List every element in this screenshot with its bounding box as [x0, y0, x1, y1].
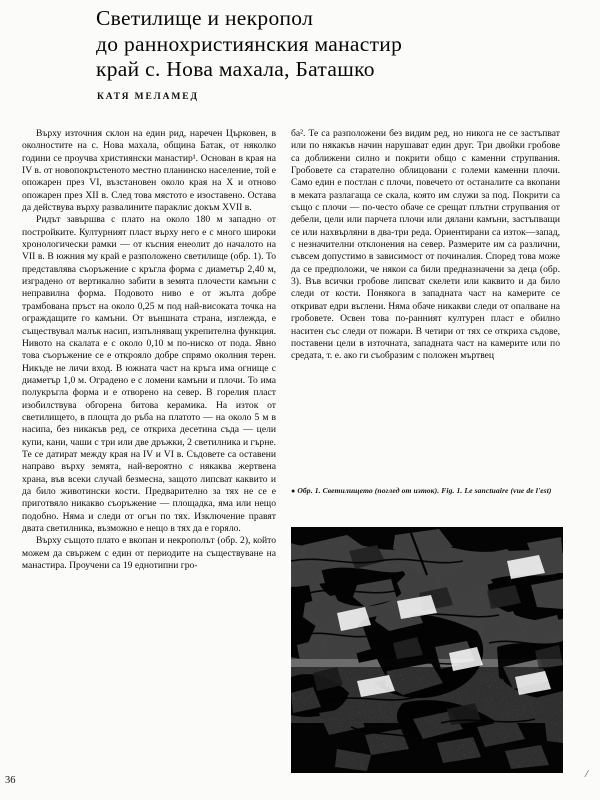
stone-structure-halftone [291, 527, 563, 773]
figure-caption-text: Обр. 1. Светилището (поглед от изток). Fig. 1. Le sanctuaire (vue de l'est) [297, 486, 552, 495]
page-number: 36 [5, 775, 16, 786]
bullet-icon: ● [291, 487, 296, 495]
title-line-1: Светилище и некропол [96, 6, 314, 30]
paragraph: Върху същото плато е вкопан и некрополът (обр. 2), който можем да свържем с един от периодите на съществуване на манастира. Проучени са 19 еднотипни гро- [22, 535, 276, 572]
paragraph: Ридът завършва с плато на около 180 м западно от постройките. Културният пласт върху него е с много широки хронологически рамки — от късния енеолит до началото на VII в. В южния му край е разположено светилище (обр. 1). То представлява съоръжение с кръгла форма с диаметър 2,40 м, изградено от вертикално забити в земята плочести камъни с неправилна форма. Подовото ниво е от жълта добре трамбована пръст на около 0,25 м под най-високата точка на ограждащите го камъни. От външната страна, изглежда, е съществувал малък насип, изпълняващ укрепителна функция. Нивото на скалата е с около 0,10 м по-ниско от пода. Явно това съоръжение се е открояло добре спрямо околния терен. Никъде не личи вход. В южната част на кръга има огнище с диаметър 1,0 м. Оградено е с ломени камъни и плочи. То има полукръгла форма и е отворено на север. В горелия пласт изобилствува обгорена битова керамика. На изток от светилището, в площта до ръба на платото — на около 5 м в насипа, без никакъв ред, се откриха десетина съда — цели купи, кани, чаши с три или две дръжки, 2 светилника и гърне. Те се датират между края на IV и VI в. Съдовете са оставени направо върху земята, най-вероятно с някаква жертвена храна, във всеки случай безмесна, защото липсват каквито и да било животински кости. Предварително за тях не се е приготвяло никакво съоръжение — площадка, яма или нещо подобно. Няма и следи от огън по тях. Изключение правят двата светилника, възможно е нещо в тях да е горяло. [22, 214, 276, 534]
figure-image [291, 527, 563, 773]
paragraph: ба². Те са разположени без видим ред, но никога не се застъпват или по някакъв начин нарушават един друг. Три двойки гробове са доближени силно и покрити общо с каменни струпвания. Гробовете са старателно облицовани с големи каменни плочи. Само един е постлан с плочи, повечето от останалите са вкопани в меката разлагаща се скала, която им служи за под. Покрити са също с плочи — по-често обаче се срещат плътни струпвания от дебели, цели или парчета плочи или дялани камъни, застъпващи се или нахвърляни в два-три реда. Ориентирани са изток—запад, с незначителни отклонения на север. Размерите им са различни, съвсем допустимо в зависимост от починалия. Според това може да се предположи, че някои са били предназначени за деца (обр. 3). Във всички гробове липсват скелети или каквито и да било следи от кости. Понякога в западната част на камерите се откриват едри въглени. Няма обаче никакви следи от опалване на гробовете. Освен това по-ранният културен пласт е обилно наситен със следи от пожари. В четири от тях се откриха съдове, поставени цели в източната, западната част на камерите или по средата, т. е. ако ги съобразим с положен мъртвец [291, 128, 560, 362]
author-byline: КАТЯ МЕЛАМЕД [97, 92, 199, 102]
figure-caption [291, 486, 563, 496]
text-column-left [22, 128, 276, 572]
title-line-3: край с. Нова махала, Баташко [96, 57, 375, 81]
page-title [96, 6, 526, 83]
text-column-right [291, 128, 560, 363]
title-line-2: до раннохристиянския манастир [96, 31, 403, 56]
page-edge-mark: / [585, 768, 589, 780]
paragraph: Върху източния склон на един рид, наречен Църковен, в околностите на с. Нова махала, община Батак, от няколко години се проучва християнски манастир¹. Основан в края на IV в. от новопокръстеното местно планинско население, той е опожарен през VI, възстановен около края на X и отново опожарен през XII в. След това мястото е изоставено. Остава да действува върху развалините параклис докъм XVII в. [22, 128, 276, 214]
figure-1 [291, 486, 563, 496]
